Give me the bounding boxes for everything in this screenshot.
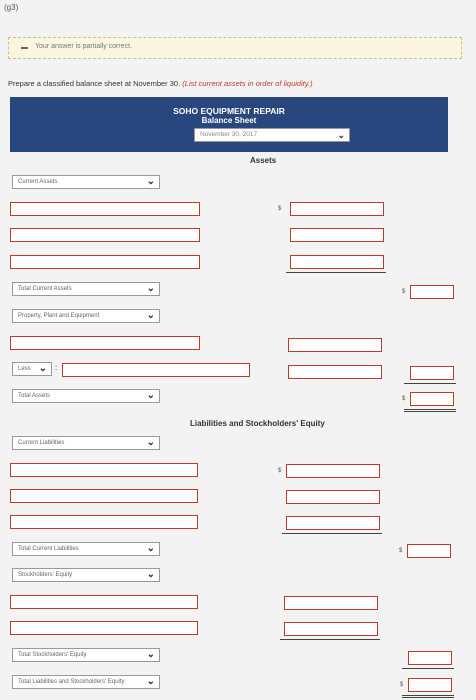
current-liability-name-1[interactable] (10, 463, 198, 477)
subtotal-underline (280, 639, 380, 640)
current-liability-amount-3[interactable] (286, 516, 380, 530)
equity-amount-1[interactable] (284, 596, 378, 610)
ppe-select[interactable]: Property, Plant and Equipment ⌄ (12, 309, 160, 323)
chevron-down-icon: ⌄ (146, 649, 155, 660)
liabilities-heading: Liabilities and Stockholders' Equity (190, 419, 325, 428)
prompt-hint: (List current assets in order of liquidity.) (182, 79, 313, 88)
total-equity-select[interactable]: Total Stockholders' Equity ⌄ (12, 648, 160, 662)
chevron-down-icon: ⌄ (146, 569, 155, 580)
prompt-text: Prepare a classified balance sheet at November 30. (8, 79, 181, 88)
dollar-sign: $ (278, 468, 282, 474)
current-assets-select[interactable]: Current Assets ⌄ (12, 175, 160, 189)
subtotal-underline (286, 272, 386, 273)
current-asset-amount-2[interactable] (290, 228, 384, 242)
total-assets-amount[interactable] (410, 392, 454, 406)
current-asset-name-2[interactable] (10, 228, 200, 242)
chevron-down-icon: ⌄ (146, 543, 155, 554)
question-prompt (8, 79, 313, 88)
dollar-sign: $ (399, 548, 403, 554)
chevron-down-icon: ⌄ (38, 363, 47, 374)
date-value: November 30, 2017 (200, 131, 258, 138)
total-liabilities-equity-amount[interactable] (408, 678, 452, 692)
ppe-amount[interactable] (288, 338, 382, 352)
total-double-underline (404, 411, 456, 412)
colon-separator: : (55, 363, 58, 372)
total-assets-select[interactable]: Total Assets ⌄ (12, 389, 160, 403)
current-asset-amount-1[interactable] (290, 202, 384, 216)
total-current-liabilities-amount[interactable] (407, 544, 451, 558)
current-liability-name-3[interactable] (10, 515, 198, 529)
equity-select[interactable]: Stockholders' Equity ⌄ (12, 568, 160, 582)
chevron-down-icon: ⌄ (146, 676, 155, 687)
current-asset-name-1[interactable] (10, 202, 200, 216)
net-ppe-amount[interactable] (410, 366, 454, 380)
chevron-down-icon: ⌄ (146, 310, 155, 321)
dollar-sign: $ (402, 289, 406, 295)
current-asset-amount-3[interactable] (290, 255, 384, 269)
total-equity-amount[interactable] (408, 651, 452, 665)
partial-icon (21, 47, 28, 49)
total-current-assets-amount[interactable] (410, 285, 454, 299)
current-liability-name-2[interactable] (10, 489, 198, 503)
chevron-down-icon: ⌄ (146, 176, 155, 187)
status-banner (8, 37, 462, 59)
status-text: Your answer is partially correct. (35, 43, 133, 50)
dollar-sign: $ (400, 682, 404, 688)
date-select[interactable] (194, 128, 350, 142)
equity-name-2[interactable] (10, 621, 198, 635)
subtotal-underline (404, 383, 456, 384)
total-current-assets-select[interactable]: Total Current Assets ⌄ (12, 282, 160, 296)
dollar-sign: $ (278, 206, 282, 212)
equity-name-1[interactable] (10, 595, 198, 609)
total-liabilities-equity-select[interactable]: Total Liabilities and Stockholders' Equity ⌄ (12, 675, 160, 689)
total-double-underline (402, 697, 454, 698)
less-select[interactable]: Less ⌄ (12, 362, 52, 376)
chevron-down-icon: ⌄ (146, 390, 155, 401)
dollar-sign: $ (402, 396, 406, 402)
less-amount[interactable] (288, 365, 382, 379)
total-double-underline (402, 695, 454, 696)
current-liabilities-select[interactable]: Current Liabilities ⌄ (12, 436, 160, 450)
ppe-name[interactable] (10, 336, 200, 350)
total-double-underline (404, 409, 456, 410)
less-name[interactable] (62, 363, 250, 377)
total-current-liabilities-select[interactable]: Total Current Liabilities ⌄ (12, 542, 160, 556)
statement-title: Balance Sheet (201, 116, 257, 125)
chevron-down-icon: ⌄ (146, 283, 155, 294)
subtotal-underline (282, 533, 382, 534)
current-asset-name-3[interactable] (10, 255, 200, 269)
chevron-down-icon: ⌄ (146, 437, 155, 448)
assets-heading: Assets (250, 156, 277, 165)
subtotal-underline (402, 668, 454, 669)
company-name: SOHO EQUIPMENT REPAIR (173, 106, 285, 116)
question-number: (g3) (4, 3, 19, 12)
chevron-down-icon: ⌄ (337, 130, 345, 140)
current-liability-amount-2[interactable] (286, 490, 380, 504)
current-liability-amount-1[interactable] (286, 464, 380, 478)
equity-amount-2[interactable] (284, 622, 378, 636)
statement-header (10, 97, 448, 152)
